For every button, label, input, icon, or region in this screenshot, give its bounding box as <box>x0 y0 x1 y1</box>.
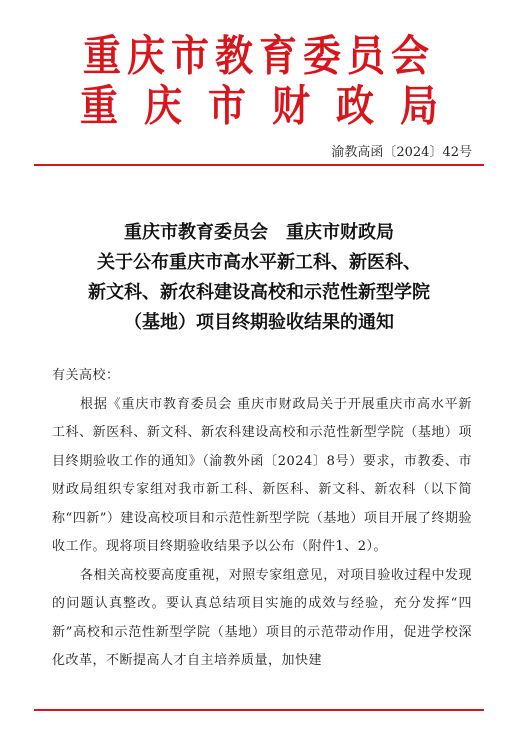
header-red-rule <box>34 164 484 166</box>
issuing-authority-header <box>0 30 518 131</box>
issuer-finance-bureau: 重庆市财政局 <box>79 80 464 131</box>
title-line-4: （基地）项目终期验收结果的通知 <box>124 312 394 333</box>
issuer-education-commission: 重庆市教育委员会 <box>82 30 435 81</box>
salutation: 有关高校： <box>52 368 120 383</box>
document-title <box>0 218 518 338</box>
title-line-1 <box>0 218 518 248</box>
title-issuer-1: 重庆市教育委员会 <box>124 222 268 243</box>
title-issuer-2: 重庆市财政局 <box>286 222 394 243</box>
title-line-3: 新文科、新农科建设高校和示范性新型学院 <box>88 282 430 303</box>
footer-red-rule <box>34 709 484 711</box>
body-paragraph-1: 根据《重庆市教育委员会 重庆市财政局关于开展重庆市高水平新工科、新医科、新文科、新农科建设高校和示范性新型学院（基地）项目终期验收工作的通知》（渝教外函〔2024〕8号）要求，市教委、市财政局组织专家组对我市新工科、新医科、新文科、新农科（以下简称“四新”）建设高校项目和示范性新型学院（基地）项目开展了终期验收工作。现将项目终期验收结果予以公布（附件1、2）。 <box>52 396 472 554</box>
document-body <box>52 362 472 676</box>
title-line-2: 关于公布重庆市高水平新工科、新医科、 <box>97 252 421 273</box>
body-paragraph-2: 各相关高校要高度重视，对照专家组意见，对项目验收过程中发现的问题认真整改。要认真总结项目实施的成效与经验，充分发挥“四新”高校和示范性新型学院（基地）项目的示范带动作用，促进学校深化改革，不断提高人才自主培养质量，加快建 <box>52 567 472 668</box>
document-number: 渝教高函〔2024〕42号 <box>331 145 472 160</box>
